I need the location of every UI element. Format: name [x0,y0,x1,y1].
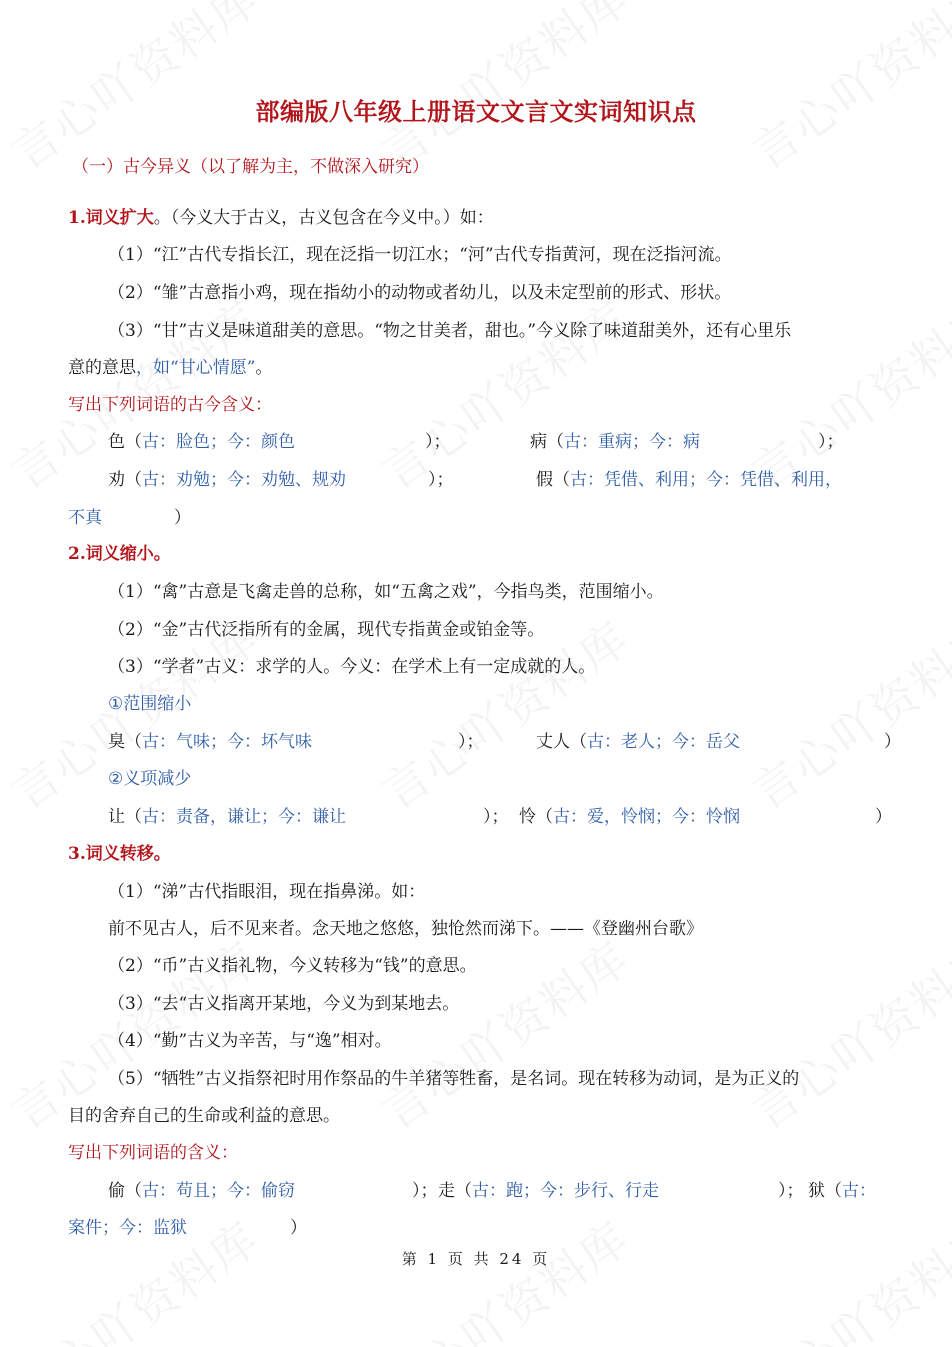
exercise-close: ）； [778,1181,804,1201]
exercise-close: ） [875,807,892,827]
paragraph: （4）“勤”古义为辛苦，与“逸”相对。 [108,1031,392,1051]
watermark [737,1203,952,1347]
exercise-item: 丈人（古：老人；今：岳父 [536,732,740,752]
paragraph: （5）“牺牲”古义指祭祀时用作祭品的牛羊猪等牲畜，是名词。现在转移为动词，是为正义的 [108,1069,800,1089]
watermark [367,1203,641,1347]
watermark [737,923,952,1142]
exercise-close: ）； [818,432,844,452]
subsection-heading-shift: 3.词义转移。 [68,844,171,864]
exercise-item: 病（古：重病；今：病 [530,432,700,452]
paragraph: （3）“去“古义指离开某地，今义为到某地去。 [108,994,460,1014]
exercise-heading: 写出下列词语的古今含义： [68,395,272,415]
exercise-close: ）； [458,732,484,752]
exercise-close: ） [290,1218,307,1238]
paragraph: （3）“学者”古义：求学的人。今义：在学术上有一定成就的人。 [108,657,596,677]
page-number: 第 1 页 共 24 页 [401,1250,551,1268]
exercise-item: 臭（古：气味；今：坏气味 [108,732,312,752]
paragraph: （1）“江”古代专指长江，现在泛指一切江水；“河”古代专指黄河，现在泛指河流。 [108,245,732,265]
exercise-close: ）； [425,432,451,452]
watermark [737,603,952,822]
paragraph: 目的舍弃自己的生命或利益的意思。 [68,1106,340,1126]
exercise-item: 狱（古： [808,1181,876,1201]
group-label: ②义项减少 [108,769,192,789]
paragraph: （1）“涕”古代指眼泪，现在指鼻涕。如： [108,882,426,902]
exercise-item: 走（古：跑；今：步行、行走 [438,1181,659,1201]
section-heading: （一）古今异义（以了解为主，不做深入研究） [72,157,429,177]
paragraph: 意的意思，如“甘心情愿”。 [68,358,273,378]
exercise-close: ） [174,508,191,528]
paragraph: （2）“金”古代泛指所有的金属，现代专指黄金或铂金等。 [108,620,545,640]
group-label: ①范围缩小 [108,694,192,714]
paragraph: （3）“甘”古义是味道甜美的意思。“物之甘美者，甜也。”今义除了味道甜美外，还有心里乐 [108,321,792,341]
exercise-close: ）； [483,807,509,827]
page-title: 部编版八年级上册语文文言文实词知识点 [255,98,697,126]
exercise-close: ） [884,732,901,752]
exercise-item: 劝（古：劝勉；今：劝勉、规劝 [108,470,346,490]
exercise-item: 怜（古：爱，怜悯；今：怜悯 [519,807,740,827]
quotation: 前不见古人，后不见来者。念天地之悠悠，独怆然而涕下。——《登幽州台歌》 [108,919,703,939]
exercise-item: 偷（古：苟且；今：偷窃 [108,1181,295,1201]
exercise-close: ）； [428,470,454,490]
exercise-item: 色（古：脸色；今：颜色 [108,432,295,452]
exercise-item: 假（古：凭借、利用；今：凭借、利用， [536,470,842,490]
exercise-close: ）； [412,1181,438,1201]
exercise-answer-cont: 案件；今：监狱 [68,1218,187,1238]
paragraph: （2）“雏”古意指小鸡，现在指幼小的动物或者幼儿，以及未定型前的形式、形状。 [108,283,732,303]
exercise-answer-cont: 不真 [68,508,102,528]
subsection-heading-expand: 1.词义扩大。（今义大于古义，古义包含在今义中。）如： [68,208,494,228]
paragraph: （1）“禽”古意是飞禽走兽的总称，如“五禽之戏”，今指鸟类，范围缩小。 [108,582,664,602]
exercise-heading: 写出下列词语的含义： [68,1143,238,1163]
exercise-item: 让（古：责备，谦让；今：谦让 [108,807,346,827]
subsection-heading-narrow: 2.词义缩小。 [68,544,171,564]
paragraph: （2）“币”古义指礼物，今义转移为“钱”的意思。 [108,956,477,976]
